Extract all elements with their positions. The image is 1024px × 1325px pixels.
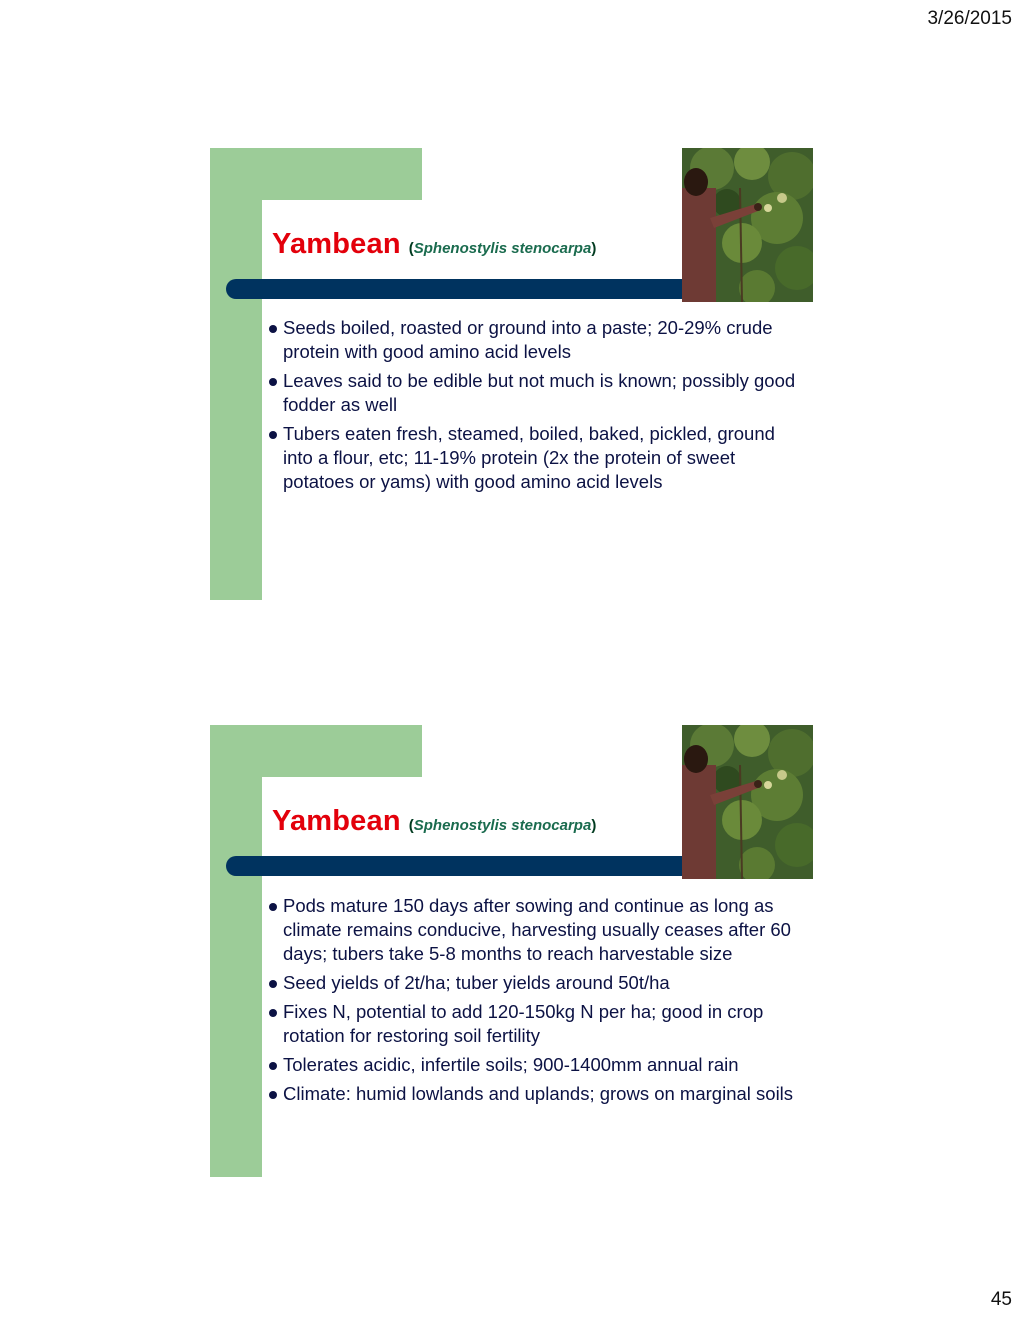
green-accent-horizontal xyxy=(210,725,422,777)
title-scientific-name: Sphenostylis stenocarpa xyxy=(413,240,592,257)
bullet-text: Tubers eaten fresh, steamed, boiled, baked, pickled, ground into a flour, etc; 11-19% protein (2x the protein of sweet potatoes or yams) with good amino acid levels xyxy=(283,423,775,492)
green-accent-vertical xyxy=(210,725,262,1177)
bullet-text: Seeds boiled, roasted or ground into a paste; 20-29% crude protein with good amino acid levels xyxy=(283,317,773,362)
bullet-dot-icon xyxy=(269,378,277,386)
title-common-name: Yambean xyxy=(272,228,401,260)
bullet-text: Tolerates acidic, infertile soils; 900-1400mm annual rain xyxy=(283,1054,739,1075)
person-in-field-photo xyxy=(682,725,813,879)
title-common-name: Yambean xyxy=(272,805,401,837)
list-item xyxy=(268,971,803,995)
slide-title xyxy=(272,228,596,261)
bullet-dot-icon xyxy=(269,431,277,439)
bullet-dot-icon xyxy=(269,1091,277,1099)
bullet-list xyxy=(268,316,803,499)
person-in-field-photo xyxy=(682,148,813,302)
title-underline-bar xyxy=(226,279,698,299)
bullet-dot-icon xyxy=(269,325,277,333)
bullet-text: Seed yields of 2t/ha; tuber yields around 50t/ha xyxy=(283,972,670,993)
list-item xyxy=(268,369,803,417)
list-item xyxy=(268,1000,803,1048)
title-paren-close: ) xyxy=(591,240,597,257)
bullet-list xyxy=(268,894,803,1111)
bullet-dot-icon xyxy=(269,980,277,988)
list-item xyxy=(268,1053,803,1077)
bullet-dot-icon xyxy=(269,1062,277,1070)
bullet-dot-icon xyxy=(269,903,277,911)
page-date: 3/26/2015 xyxy=(927,8,1012,29)
slide-title xyxy=(272,805,596,838)
title-scientific-name: Sphenostylis stenocarpa xyxy=(413,817,592,834)
list-item xyxy=(268,894,803,966)
green-accent-vertical xyxy=(210,148,262,600)
list-item xyxy=(268,1082,803,1106)
title-paren-open: ( xyxy=(408,817,414,834)
bullet-text: Leaves said to be edible but not much is known; possibly good fodder as well xyxy=(283,370,796,415)
title-underline-bar xyxy=(226,856,698,876)
title-paren-close: ) xyxy=(591,817,597,834)
slide-2 xyxy=(210,725,814,1178)
slide-1 xyxy=(210,148,814,601)
title-paren-open: ( xyxy=(408,240,414,257)
list-item xyxy=(268,316,803,364)
bullet-text: Pods mature 150 days after sowing and continue as long as climate remains conducive, harvesting usually ceases after 60 days; tubers take 5-8 months to reach harvestable size xyxy=(283,895,791,964)
list-item xyxy=(268,422,803,494)
green-accent-horizontal xyxy=(210,148,422,200)
page-number: 45 xyxy=(990,1289,1012,1310)
bullet-dot-icon xyxy=(269,1009,277,1017)
bullet-text: Fixes N, potential to add 120-150kg N per ha; good in crop rotation for restoring soil fertility xyxy=(283,1001,764,1046)
bullet-text: Climate: humid lowlands and uplands; grows on marginal soils xyxy=(283,1083,794,1104)
